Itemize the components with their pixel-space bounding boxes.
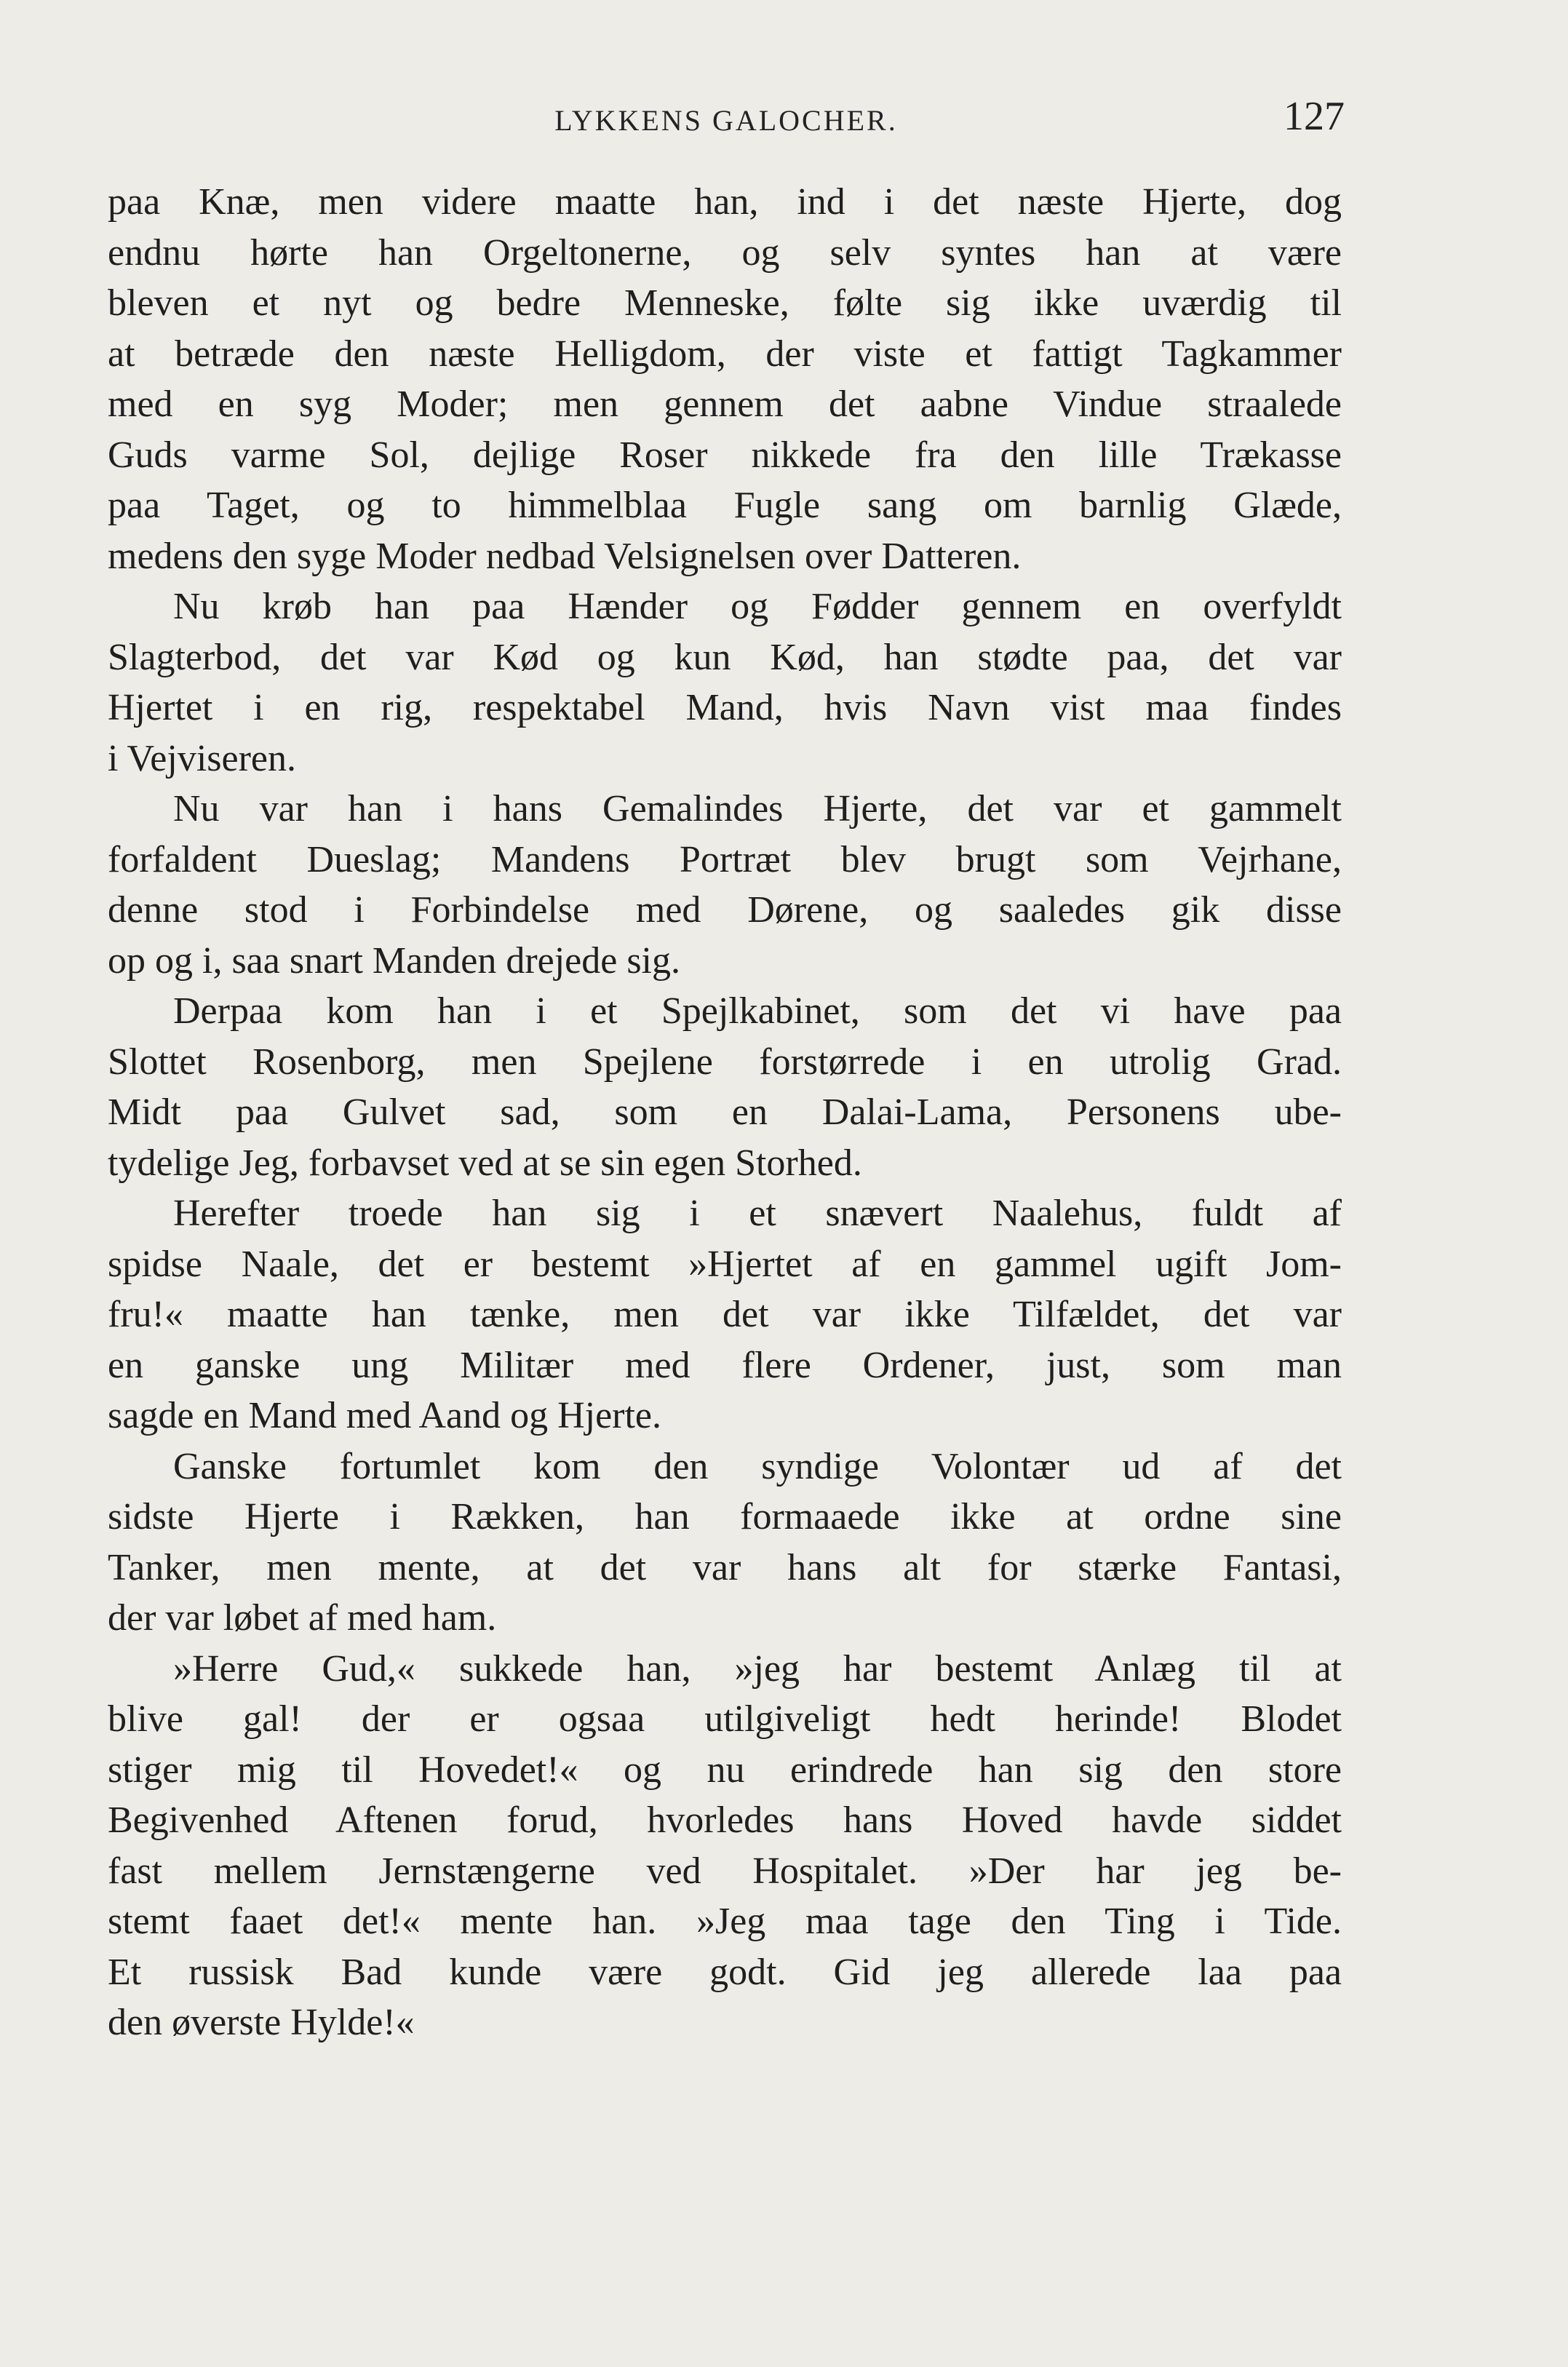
text-line: bleven et nyt og bedre Menneske, følte sig ikke uværdig til	[108, 282, 1342, 324]
running-title: LYKKENS GALOCHER.	[554, 104, 898, 137]
text-line: Slagterbod, det var Kød og kun Kød, han stødte paa, det var	[108, 636, 1342, 678]
text-line: Tanker, men mente, at det var hans alt for stærke Fantasi,	[108, 1546, 1342, 1588]
text-line: at betræde den næste Helligdom, der viste et fattigt Tagkammer	[108, 333, 1342, 375]
text-line: Nu var han i hans Gemalindes Hjerte, det var et gammelt	[173, 788, 1342, 830]
text-line: sidste Hjerte i Rækken, han formaaede ikke at ordne sine	[108, 1496, 1342, 1537]
paragraph	[108, 177, 1342, 581]
text-line: spidse Naale, det er bestemt »Hjertet af en gammel ugift Jom-	[108, 1243, 1342, 1285]
text-line: Midt paa Gulvet sad, som en Dalai-Lama, Personens ube-	[108, 1091, 1342, 1133]
paragraph	[108, 784, 1342, 986]
text-line: forfaldent Dueslag; Mandens Portræt blev brugt som Vejrhane,	[108, 838, 1342, 880]
text-line: Nu krøb han paa Hænder og Fødder gennem en overfyldt	[173, 586, 1342, 627]
text-line: Herefter troede han sig i et snævert Naalehus, fuldt af	[173, 1193, 1342, 1234]
text-line: endnu hørte han Orgeltonerne, og selv syntes han at være	[108, 231, 1342, 274]
text-line: Guds varme Sol, dejlige Roser nikkede fra den lille Trækasse	[108, 434, 1342, 476]
paragraph	[108, 1441, 1342, 1644]
paragraph	[108, 1188, 1342, 1441]
paragraph	[108, 1644, 1342, 2048]
text-line: fast mellem Jernstængerne ved Hospitalet. »Der har jeg be-	[108, 1850, 1342, 1892]
text-line: denne stod i Forbindelse med Dørene, og saaledes gik disse	[108, 889, 1342, 931]
page-number: 127	[1284, 94, 1345, 139]
text-line: blive gal! der er ogsaa utilgiveligt hedt herinde! Blodet	[108, 1698, 1342, 1740]
text-line: Hjertet i en rig, respektabel Mand, hvis Navn vist maa findes	[108, 687, 1342, 728]
text-line: sagde en Mand med Aand og Hjerte.	[108, 1395, 662, 1436]
text-line: Ganske fortumlet kom den syndige Volontær ud af det	[173, 1445, 1342, 1487]
text-line: fru!« maatte han tænke, men det var ikke Tilfældet, det var	[108, 1294, 1342, 1335]
paragraph	[108, 581, 1342, 784]
text-line: Et russisk Bad kunde være godt. Gid jeg allerede laa paa	[108, 1951, 1342, 1993]
text-line: paa Knæ, men videre maatte han, ind i det næste Hjerte, dog	[108, 181, 1342, 223]
text-line: medens den syge Moder nedbad Velsignelsen over Datteren.	[108, 535, 1022, 577]
text-line: stemt faaet det!« mente han. »Jeg maa tage den Ting i Tide.	[108, 1901, 1342, 1942]
text-line: Begivenhed Aftenen forud, hvorledes hans Hoved havde siddet	[108, 1799, 1342, 1841]
text-line: en ganske ung Militær med flere Ordener, just, som man	[108, 1344, 1342, 1386]
text-line: paa Taget, og to himmelblaa Fugle sang om barnlig Glæde,	[108, 485, 1342, 526]
text-line: med en syg Moder; men gennem det aabne Vindue straalede	[108, 383, 1342, 425]
text-line: der var løbet af med ham.	[108, 1597, 497, 1639]
text-line: i Vejviseren.	[108, 737, 296, 779]
text-line: op og i, saa snart Manden drejede sig.	[108, 939, 681, 982]
text-line: »Herre Gud,« sukkede han, »jeg har bestemt Anlæg til at	[173, 1647, 1342, 1690]
text-line: den øverste Hylde!«	[108, 2002, 415, 2043]
text-line: stiger mig til Hovedet!« og nu erindrede han sig den store	[108, 1749, 1342, 1791]
paragraph	[108, 986, 1342, 1188]
running-head	[108, 93, 1345, 151]
text-line: Derpaa kom han i et Spejlkabinet, som det vi have paa	[173, 990, 1342, 1032]
text-line: tydelige Jeg, forbavset ved at se sin egen Storhed.	[108, 1142, 862, 1184]
text-line: Slottet Rosenborg, men Spejlene forstørrede i en utrolig Grad.	[108, 1041, 1342, 1083]
body-text	[108, 177, 1342, 2048]
